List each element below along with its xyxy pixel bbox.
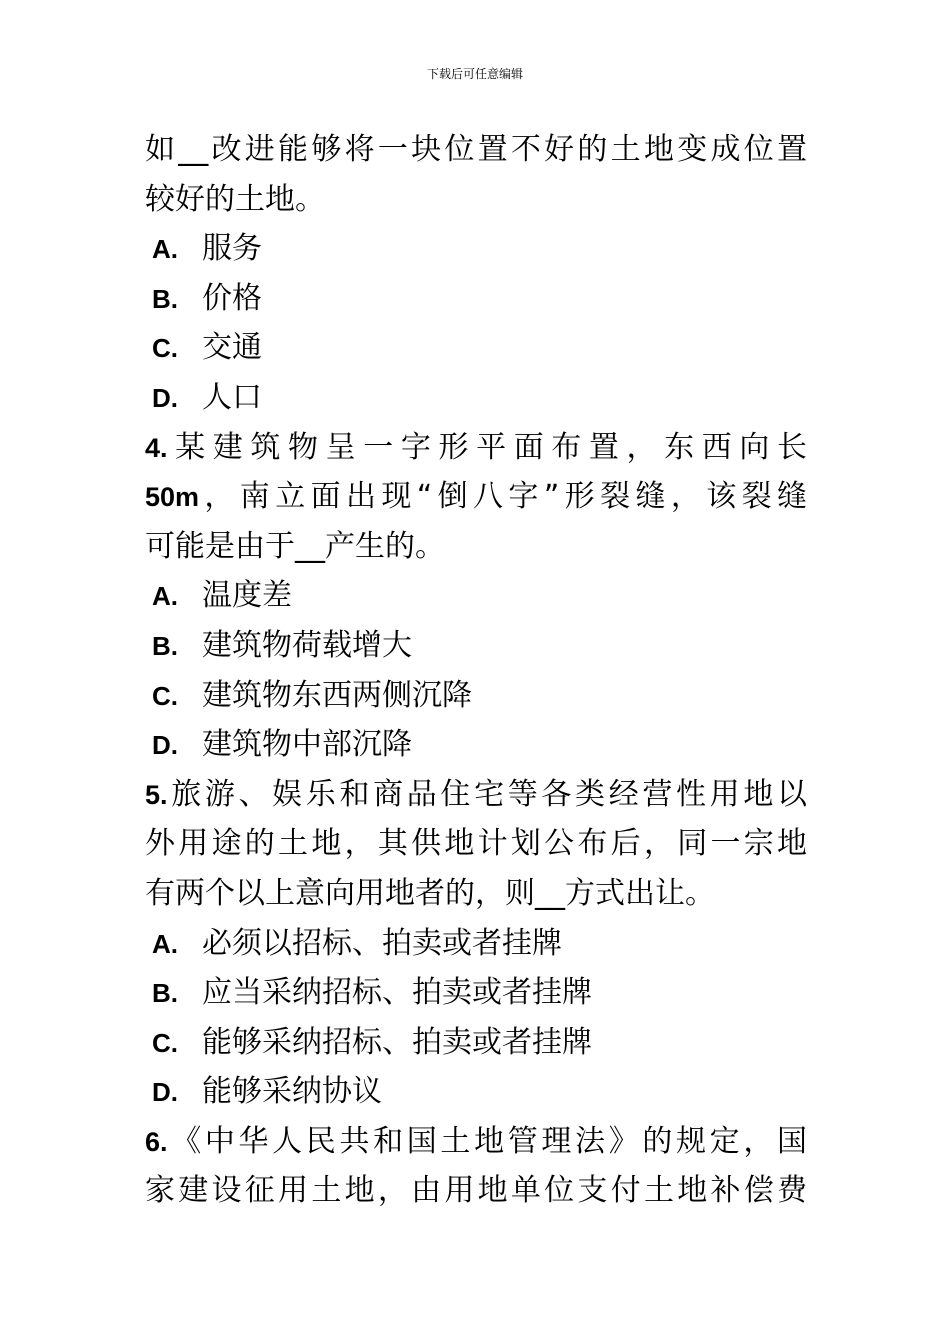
- question-3-option-b: [145, 274, 807, 324]
- option-text: 人口: [202, 379, 262, 415]
- question-5-option-a: [145, 919, 807, 969]
- option-letter: C.: [152, 333, 178, 364]
- option-letter: B.: [152, 630, 178, 661]
- question-3-stem-line-1: 如__改进能够将一块位置不好的土地变成位置: [145, 132, 807, 167]
- question-4-stem-line-2: [145, 472, 807, 522]
- option-letter: B.: [152, 978, 178, 1009]
- option-text: 建筑物中部沉降: [202, 727, 412, 763]
- option-text: 建筑物荷载增大: [202, 627, 412, 663]
- question-3-stem-line-2: 较好的土地。: [145, 181, 325, 217]
- question-6-stem-line-2: 家建设征用土地，由用地单位支付土地补偿费: [145, 1173, 807, 1209]
- option-letter: B.: [152, 283, 178, 314]
- option-letter: C.: [152, 680, 178, 711]
- question-number: 4.: [145, 432, 168, 463]
- page-header-note: 下载后可任意编辑: [426, 67, 523, 81]
- question-4-stem-line-3: 可能是由于__产生的。: [145, 528, 445, 564]
- option-letter: D.: [152, 382, 178, 413]
- question-4-option-b: [145, 621, 807, 671]
- question-4-option-d: [145, 720, 807, 770]
- stem-text: 某建筑物呈一字形平面布置，东西向长: [167, 429, 807, 465]
- stem-text: 《中华人民共和国土地管理法》的规定，国: [167, 1123, 807, 1159]
- option-letter: D.: [152, 730, 178, 761]
- option-text: 应当采纳招标、拍卖或者挂牌: [202, 975, 592, 1011]
- question-5-stem-line-3: 有两个以上意向用地者的，则__方式出让。: [145, 875, 715, 911]
- option-text: 价格: [202, 280, 262, 316]
- option-text: 温度差: [202, 578, 292, 614]
- question-5-stem-line-2: 外用途的土地，其供地计划公布后，同一宗地: [145, 826, 807, 862]
- option-text: 交通: [202, 330, 262, 366]
- option-letter: A.: [152, 581, 178, 612]
- stem-number: 50m: [145, 482, 200, 513]
- option-text: 服务: [202, 231, 262, 267]
- option-letter: A.: [152, 234, 178, 265]
- option-text: 能够采纳招标、拍卖或者挂牌: [202, 1024, 592, 1060]
- option-letter: C.: [152, 1027, 178, 1058]
- option-text: 必须以招标、拍卖或者挂牌: [202, 925, 562, 961]
- stem-text: ，南立面出现“倒八字”形裂缝，该裂缝: [199, 479, 807, 515]
- stem-text: 旅游、娱乐和商品住宅等各类经营性用地以: [167, 776, 807, 812]
- question-5-option-d: [145, 1067, 807, 1117]
- question-5-option-c: [145, 1018, 807, 1068]
- question-5-option-b: [145, 968, 807, 1018]
- question-4-option-a: [145, 571, 807, 621]
- question-3-option-c: [145, 323, 807, 373]
- option-letter: A.: [152, 928, 178, 959]
- question-number: 6.: [145, 1126, 168, 1157]
- question-number: 5.: [145, 779, 168, 810]
- option-letter: D.: [152, 1077, 178, 1108]
- option-text: 能够采纳协议: [202, 1074, 382, 1110]
- question-4-option-c: [145, 671, 807, 721]
- option-text: 建筑物东西两侧沉降: [202, 677, 472, 713]
- question-6-stem-line-1: [145, 1117, 807, 1167]
- question-3-option-a: [145, 224, 807, 274]
- question-3-option-d: [145, 373, 807, 423]
- document-body: [145, 125, 807, 1216]
- question-5-stem-line-1: [145, 770, 807, 820]
- question-4-stem-line-1: [145, 423, 807, 473]
